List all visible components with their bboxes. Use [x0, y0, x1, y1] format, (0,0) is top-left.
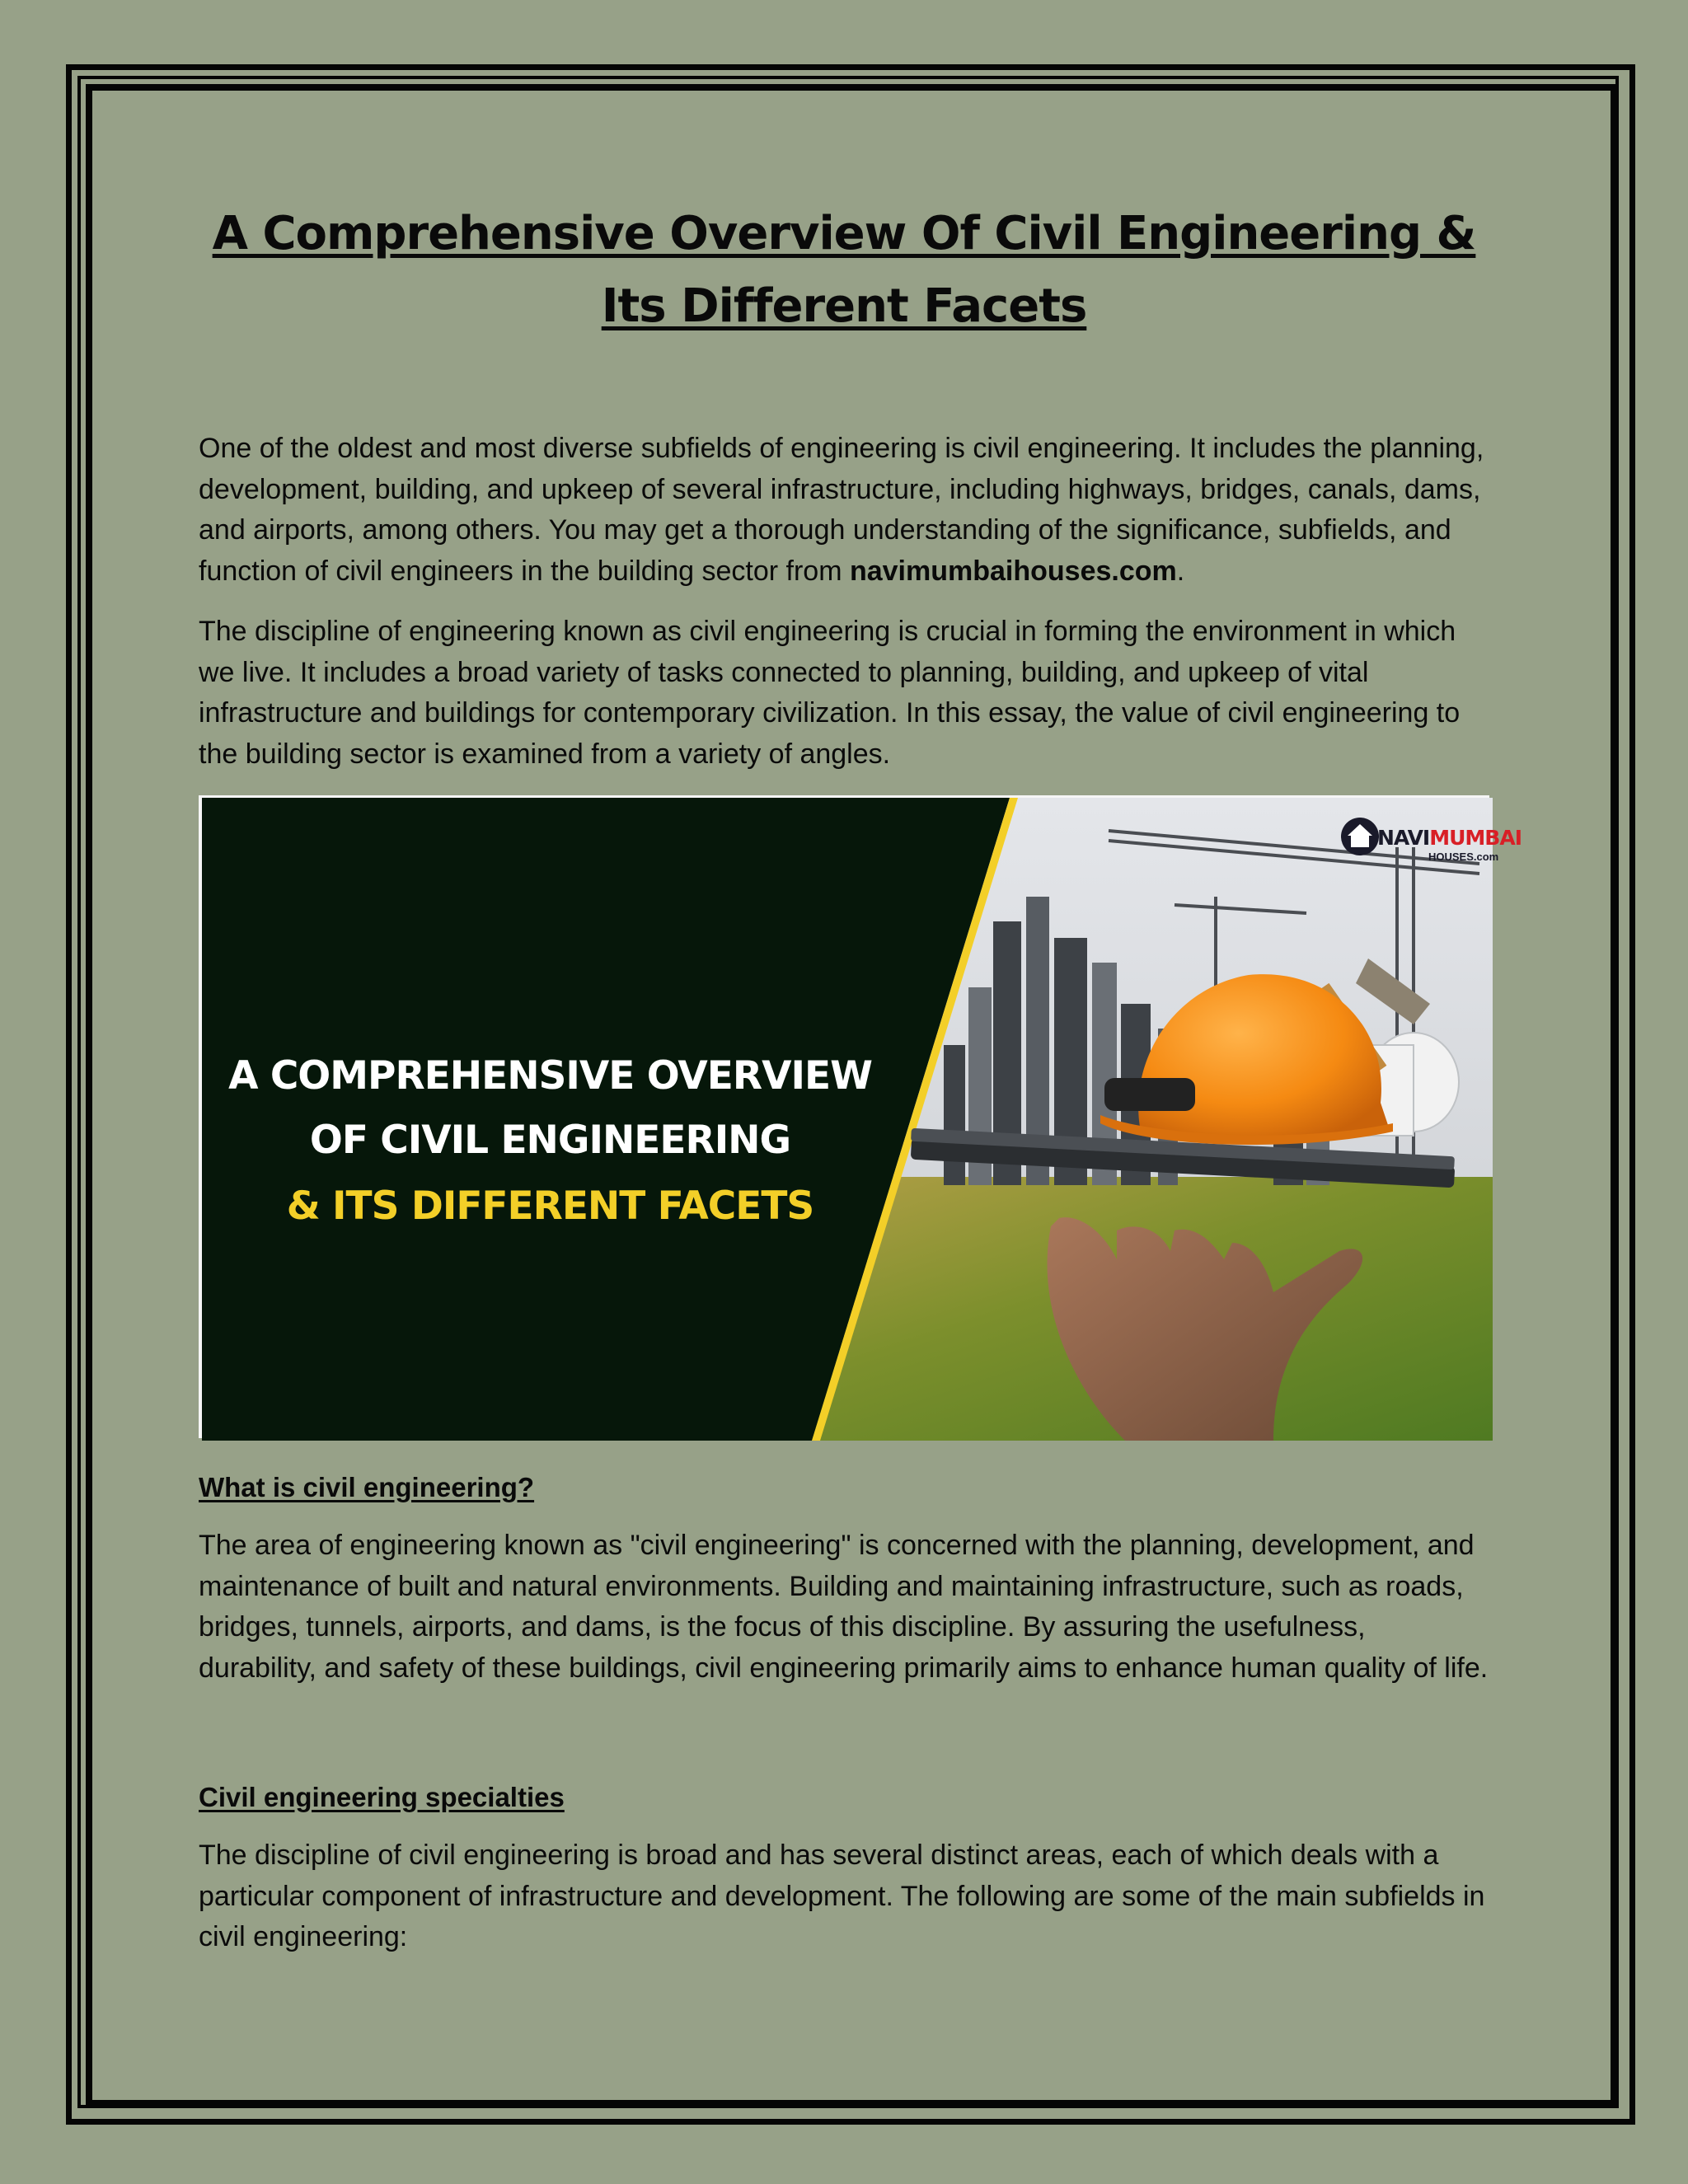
logo-wordmark — [1377, 826, 1522, 850]
hero-title-line-3: & ITS DIFFERENT FACETS — [286, 1183, 814, 1229]
document-body — [199, 198, 1522, 1958]
intro-paragraph-1 — [199, 429, 1489, 592]
brand-logo — [1333, 804, 1522, 866]
intro-paragraph-2: The discipline of engineering known as civil engineering is crucial in forming the environment in which we live. It includes a broad variety of tasks connected to planning, building, and upkeep of vital infrastructure and buildings for contemporary civilization. In this essay, the value of civil engineering to the building sector is examined from a variety of angles. — [199, 616, 1461, 770]
intro-text-end: . — [1176, 555, 1185, 587]
logo-mumbai: MUMBAI — [1429, 826, 1522, 850]
hero-title-line-1: A COMPREHENSIVE OVERVIEW — [228, 1053, 872, 1099]
hero-banner-image — [199, 795, 1522, 1438]
logo-tagline: HOUSES.com — [1428, 851, 1499, 863]
intro-text: One of the oldest and most diverse subfields of engineering is civil engineering. It includes the planning, development, building, and upkeep of several infrastructure, including highways, bridges, canals, dams, and airports, among others. You may get a thorough understanding of the significance, subfields, and function of civil engineers in the building sector from — [199, 433, 1484, 587]
house-icon — [1339, 816, 1381, 857]
section-heading-what-is: What is civil engineering? — [199, 1472, 535, 1502]
section-heading-specialties: Civil engineering specialties — [199, 1782, 565, 1812]
hero-title-line-2: OF CIVIL ENGINEERING — [309, 1118, 791, 1163]
section-what-is-body: The area of engineering known as "civil engineering" is concerned with the planning, development, and maintenance of built and natural environments. Building and maintaining infrastructure, such as roads, bridges, tunnels, airports, and dams, is the focus of this discipline. By assuring the usefulness, durability, and safety of these buildings, civil engineering primarily aims to enhance human quality of life. — [199, 1530, 1489, 1684]
section-specialties-body: The discipline of civil engineering is broad and has several distinct areas, each of which deals with a particular component of infrastructure and development. The following are some of the main subfields in civil engineering: — [199, 1840, 1485, 1952]
document-title: A Comprehensive Overview Of Civil Engineering & Its Different Facets — [212, 207, 1476, 333]
logo-navi: NAVI — [1377, 826, 1430, 850]
site-link[interactable]: navimumbaihouses.com — [849, 555, 1177, 587]
